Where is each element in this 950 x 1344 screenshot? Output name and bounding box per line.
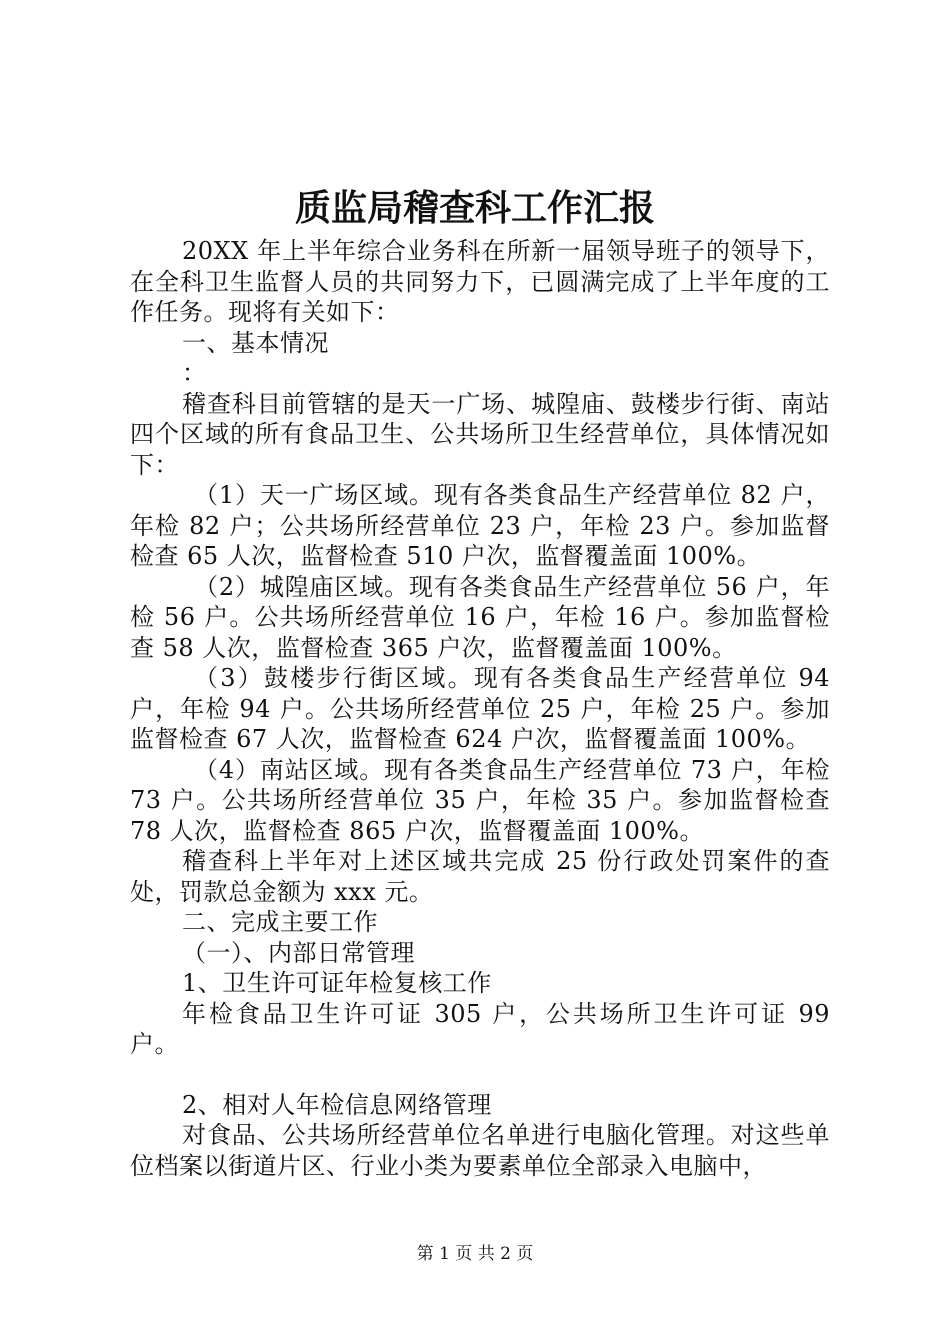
- heading-license-review: 1、卫生许可证年检复核工作: [182, 969, 492, 997]
- paragraph-jurisdiction: 稽查科目前管辖的是天一广场、城隍庙、鼓楼步行街、南站四个区域的所有食品卫生、公共场所卫生经营单位，具体情况如下：: [130, 389, 830, 479]
- paragraph-penalty: 稽查科上半年对上述区域共完成 25 份行政处罚案件的查处，罚款总金额为 xxx 元。: [130, 847, 830, 906]
- paragraph-computerization: 对食品、公共场所经营单位名单进行电脑化管理。对这些单位档案以街道片区、行业小类为要素单位全部录入电脑中，: [130, 1121, 830, 1180]
- paragraph-intro: 20XX 年上半年综合业务科在所新一届领导班子的领导下，在全科卫生监督人员的共同努力下，已圆满完成了上半年度的工作任务。现将有关如下：: [130, 237, 830, 326]
- heading-internal-management: （一）、内部日常管理: [182, 938, 415, 967]
- paragraph-area-3: （3）鼓楼步行街区域。现有各类食品生产经营单位 94 户，年检 94 户。公共场所经营单位 25 户，年检 25 户。参加监督检查 67 人次，监督检查 624 户次，监督覆盖面 100%。: [130, 664, 830, 753]
- heading-network-management: 2、相对人年检信息网络管理: [182, 1090, 492, 1119]
- heading-basic-situation: 一、基本情况: [182, 328, 329, 357]
- document-body: [130, 236, 830, 1181]
- paragraph-license-counts: 年检食品卫生许可证 305 户，公共场所卫生许可证 99 户。: [130, 999, 830, 1058]
- page-footer: 第 1 页 共 2 页: [416, 1244, 534, 1264]
- blank-line: [130, 1060, 830, 1090]
- paragraph-area-4: （4）南站区域。现有各类食品生产经营单位 73 户，年检 73 户。公共场所经营单位 35 户，年检 35 户。参加监督检查 78 人次，监督检查 865 户次，监督覆盖面 100%。: [130, 755, 830, 845]
- document-title: 质监局稽查科工作汇报: [294, 187, 655, 229]
- paragraph-colon: ：: [182, 359, 207, 387]
- paragraph-area-1: （1）天一广场区域。现有各类食品生产经营单位 82 户，年检 82 户；公共场所经营单位 23 户，年检 23 户。参加监督检查 65 人次，监督检查 510 户次，监督覆盖面 100%。: [130, 481, 830, 570]
- paragraph-area-2: （2）城隍庙区域。现有各类食品生产经营单位 56 户，年检 56 户。公共场所经营单位 16 户，年检 16 户。参加监督检查 58 人次，监督检查 365 户次，监督覆盖面 100%。: [130, 572, 830, 662]
- heading-main-work: 二、完成主要工作: [182, 908, 378, 936]
